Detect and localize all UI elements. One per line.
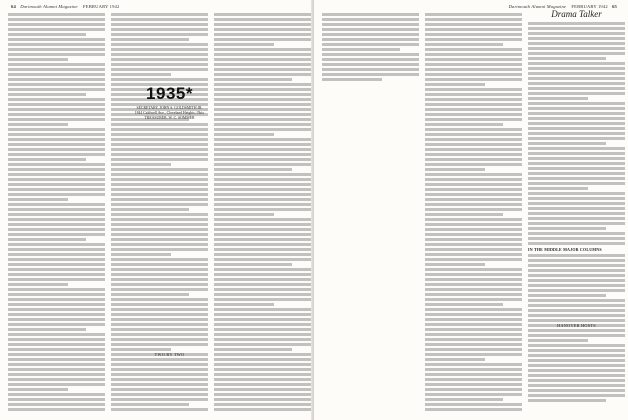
left-column-3-text <box>214 13 311 413</box>
right-magazine-title: Dartmouth Alumni Magazine <box>508 4 567 9</box>
right-page-number: 65 <box>612 4 617 9</box>
right-column-1-text-top <box>322 13 419 413</box>
subhead-hanover-hosts: HANOVER HOSTS <box>557 323 596 328</box>
right-page <box>314 0 628 420</box>
right-column-3 <box>528 22 625 412</box>
right-issue-date: FEBRUARY 1942 <box>571 4 608 9</box>
left-column-1-text <box>8 13 105 413</box>
class-treasurer-line: TREASURER, W. C. SOMMER <box>144 116 195 120</box>
class-address-line: 1844 Caldwell Ave., Cleveland Heights, Ohio <box>134 111 205 115</box>
class-year-heading: 1935* <box>146 84 193 103</box>
right-column-2 <box>425 13 522 413</box>
right-column-3-text <box>528 22 625 412</box>
left-page-header <box>8 4 119 9</box>
left-column-3 <box>214 13 311 413</box>
two-by-two-heading: TWO BY TWO <box>154 352 185 357</box>
right-column-1 <box>322 13 419 413</box>
subhead-middle-major: IN THE MIDDLE MAJOR COLUMNS <box>528 247 602 252</box>
section-title: Drama Talker <box>551 9 602 19</box>
left-magazine-title: Dartmouth Alumni Magazine <box>20 4 78 9</box>
left-page-number: 64 <box>11 4 16 9</box>
left-column-1 <box>8 13 105 413</box>
left-issue-date: FEBRUARY 1942 <box>83 4 120 9</box>
class-secretary-line: SECRETARY, JOHN S. GOLDSMITH JR. <box>136 106 203 110</box>
right-column-2-text <box>425 13 522 413</box>
